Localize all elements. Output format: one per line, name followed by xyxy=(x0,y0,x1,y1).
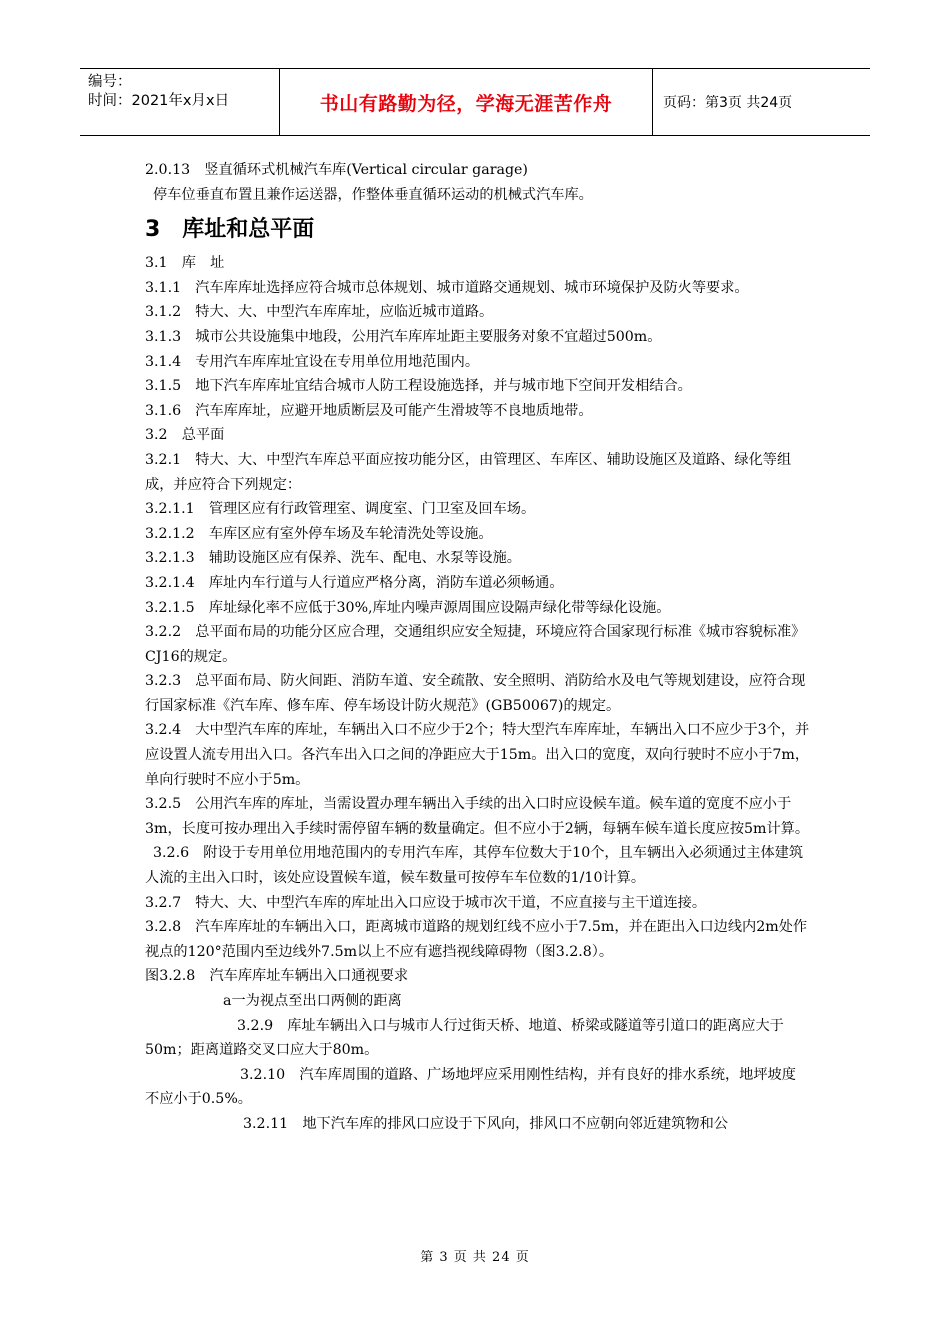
clause: 3.1.4 专用汽车库库址宜设在专用单位用地范围内。 xyxy=(145,353,480,370)
clause: 3.2.3 总平面布局、防火间距、消防车道、安全疏散、安全照明、消防给水及电气等规划建设，应符合现行国家标准《汽车库、修车库、停车场设计防火规范》(GB50067)的规定。 xyxy=(145,673,806,714)
clause: 3.2.1.5 库址绿化率不应低于30%,库址内噪声源周围应设隔声绿化带等绿化设施。 xyxy=(145,599,671,616)
header-meta xyxy=(80,69,280,135)
clause: 3.2.7 特大、大、中型汽车库的库址出入口应设于城市次干道，不应直接与主干道连接。 xyxy=(145,894,707,911)
clause: 3.1.6 汽车库库址，应避开地质断层及可能产生滑坡等不良地质地带。 xyxy=(145,402,593,419)
section-heading: 3.2 总平面 xyxy=(145,427,225,444)
clause: 3.2.4 大中型汽车库的库址，车辆出入口不应少于2个；特大型汽车库库址，车辆出入口不应少于3个，并应设置人流专用出入口。各汽车出入口之间的净距应大于15m。出入口的宽度，双向行驶时不应小于7m，单向行驶时不应小于5m。 xyxy=(145,722,810,788)
document-body xyxy=(145,158,810,1137)
clause: 3.1.5 地下汽车库库址宜结合城市人防工程设施选择，并与城市地下空间开发相结合。 xyxy=(145,378,692,395)
section-heading: 3.1 库 址 xyxy=(145,255,225,272)
clause: 3.2.10 汽车库周围的道路、广场地坪应采用刚性结构，并有良好的排水系统，地坪坡度不应小于0.5%。 xyxy=(145,1066,796,1108)
clause: 3.2.5 公用汽车库的库址，当需设置办理车辆出入手续的出入口时应设候车道。候车道的宽度不应小于3m，长度可按办理出入手续时需停留车辆的数量确定。但不应小于2辆，每辆车候车道长度应按5m计算。 xyxy=(145,796,810,837)
figure-caption: 图3.2.8 汽车库库址车辆出入口通视要求 xyxy=(145,968,409,985)
definition-text: 停车位垂直布置且兼作运送器，作整体垂直循环运动的机械式汽车库。 xyxy=(153,186,593,203)
clause: 3.2.8 汽车库库址的车辆出入口，距离城市道路的规划红线不应小于7.5m，并在距出入口边线内2m处作视点的120°范围内至边线外7.5m以上不应有遮挡视线障碍物（图3.2.8）。 xyxy=(145,919,808,960)
clause: 3.2.1.2 车库区应有室外停车场及车轮清洗处等设施。 xyxy=(145,525,493,542)
clause: 3.2.1 特大、大、中型汽车库总平面应按功能分区，由管理区、车库区、辅助设施区及道路、绿化等组成，并应符合下列规定： xyxy=(145,451,792,493)
clause: 3.2.1.4 库址内车行道与人行道应严格分离，消防车道必须畅通。 xyxy=(145,574,564,591)
header-page-info: 页码：第3页 共24页 xyxy=(663,95,793,111)
chapter-heading: 3 库址和总平面 xyxy=(145,217,315,243)
clause: 3.2.11 地下汽车库的排风口应设于下风向，排风口不应朝向邻近建筑物和公 xyxy=(243,1115,728,1132)
clause: 3.2.1.3 辅助设施区应有保养、洗车、配电、水泵等设施。 xyxy=(145,550,521,567)
document-number: 编号： xyxy=(88,74,132,90)
clause: 3.1.1 汽车库库址选择应符合城市总体规划、城市道路交通规划、城市环境保护及防火等要求。 xyxy=(145,279,749,296)
page-footer: 第 3 页 共 24 页 xyxy=(420,1250,530,1265)
header-motto: 书山有路勤为径，学海无涯苦作舟 xyxy=(280,69,653,135)
clause: 3.2.2 总平面布局的功能分区应合理，交通组织应安全短捷，环境应符合国家现行标准《城市容貌标准》CJ16的规定。 xyxy=(145,624,806,665)
clause: 3.2.9 库址车辆出入口与城市人行过街天桥、地道、桥梁或隧道等引道口的距离应大于50m；距离道路交叉口应大于80m。 xyxy=(145,1017,784,1059)
page-header xyxy=(80,68,870,136)
clause: 3.2.6 附设于专用单位用地范围内的专用汽车库，其停车位数大于10个，且车辆出入必须通过主体建筑人流的主出入口时，该处应设置候车道，候车数量可按停车车位数的1/10计算。 xyxy=(145,845,804,887)
clause: 3.1.3 城市公共设施集中地段，公用汽车库库址距主要服务对象不宜超过500m。 xyxy=(145,328,662,345)
definition-title: 2.0.13 竖直循环式机械汽车库(Vertical circular garage) xyxy=(145,162,528,178)
clause: 3.1.2 特大、大、中型汽车库库址，应临近城市道路。 xyxy=(145,304,494,321)
document-date: 时间：2021年x月x日 xyxy=(88,93,230,109)
clause: 3.2.1.1 管理区应有行政管理室、调度室、门卫室及回车场。 xyxy=(145,501,536,518)
figure-note: a一为视点至出口两侧的距离 xyxy=(223,993,402,1009)
